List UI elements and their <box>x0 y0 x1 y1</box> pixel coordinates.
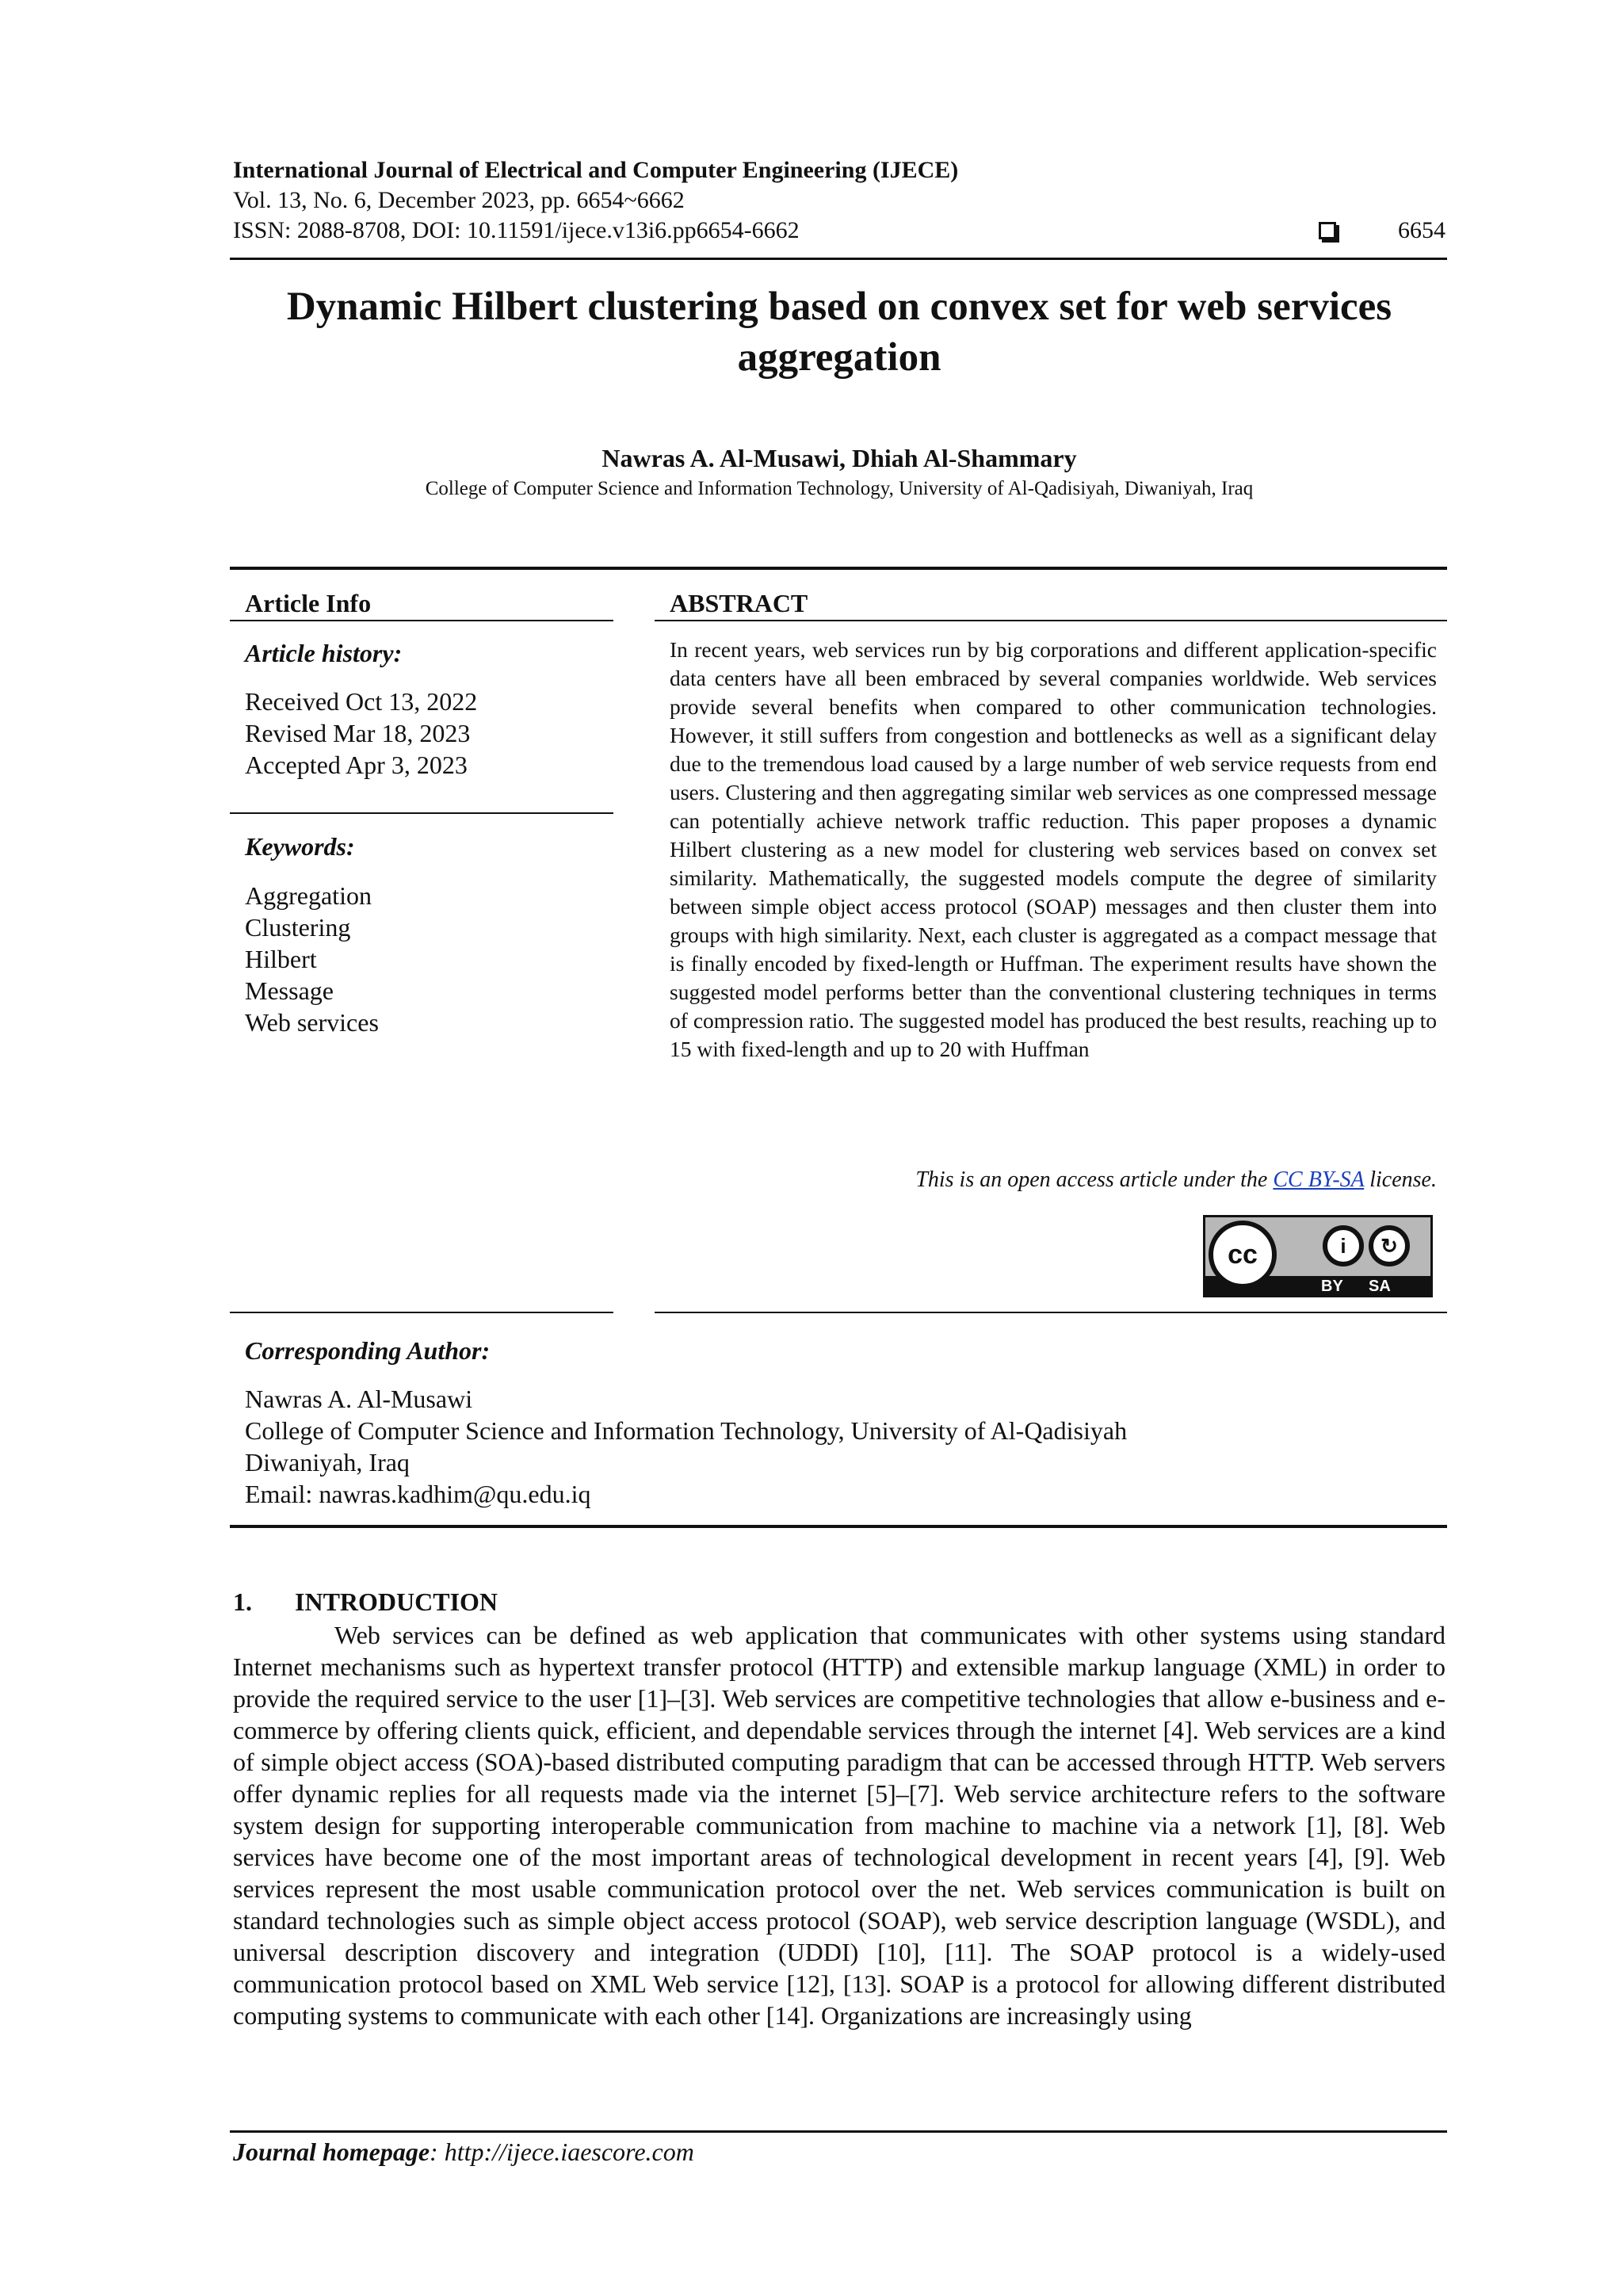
article-info-rule <box>230 620 613 621</box>
footer-divider <box>230 2130 1447 2133</box>
corresponding-details <box>245 1383 1127 1510</box>
header-divider <box>230 258 1447 260</box>
article-info-heading: Article Info <box>245 589 372 617</box>
homepage-label: Journal homepage <box>233 2137 430 2166</box>
paper-title: Dynamic Hilbert clustering based on convex set for web services aggregation <box>286 285 1392 380</box>
license-suffix: license. <box>1364 1167 1437 1192</box>
issn-doi: ISSN: 2088-8708, DOI: 10.11591/ijece.v13i6.pp6654-6662 <box>233 217 800 243</box>
intro-paragraph: Web services can be defined as web application that communicates with other systems using standard Internet mechanisms such as hypertext transfer protocol (HTTP) and extensible markup language (XML) in order to provide the required service to the user [1]–[3]. Web services are competitive technologies that allow e-business and e-commerce by offering clients quick, efficient, and dependable services through the internet [4]. Web services are a kind of simple object access (SOA)-based distributed computing paradigm that can be accessed through HTTP. Web servers offer dynamic replies for all requests made via the internet [5]–[7]. Web service architecture refers to the software system design for supporting interoperable communication from machine to machine via a network [1], [8]. Web services have become one of the most important areas of technological development in recent years [4], [9]. Web services represent the most usable communication protocol over the net. Web services communication is built on standard technologies such as simple object access protocol (SOAP), web service description language (WSDL), and universal description discovery and integration (UDDI) [10], [11]. The SOAP protocol is a widely-used communication protocol based on XML Web service [12], [13]. SOAP is a protocol for allowing different distributed computing systems to communicate with each other [14]. Organizations are increasingly using <box>233 1621 1445 2030</box>
journal-name: International Journal of Electrical and Computer Engineering (IJECE) <box>233 157 959 183</box>
keywords-heading: Keywords: <box>245 832 355 861</box>
accepted-date: Accepted Apr 3, 2023 <box>245 751 468 779</box>
authors: Nawras A. Al-Musawi, Dhiah Al-Shammary <box>601 444 1077 472</box>
section-title: INTRODUCTION <box>295 1587 498 1616</box>
attribution-icon: i <box>1323 1225 1364 1266</box>
license-link[interactable]: CC BY-SA <box>1273 1167 1365 1192</box>
keyword-item: Web services <box>245 1008 379 1037</box>
info-top-rule <box>230 567 1447 570</box>
corresponding-name: Nawras A. Al-Musawi <box>245 1385 473 1413</box>
corresponding-location: Diwaniyah, Iraq <box>245 1448 410 1477</box>
received-date: Received Oct 13, 2022 <box>245 687 478 716</box>
info-bottom-rule-right <box>655 1312 1447 1313</box>
abstract-text: In recent years, web services run by big corporations and different application-specific data centers have all been embraced by several companies worldwide. Web services provide several benefits when compared to other communication technologies. However, it still suffers from congestion and bottlenecks as well as a significant delay due to the tremendous load caused by a large number of web service requests from end users. Clustering and then aggregating similar web services as one compressed message can potentially achieve network traffic reduction. This paper proposes a dynamic Hilbert clustering as a new model for clustering web services based on convex set similarity. Mathematically, the suggested models compute the degree of similarity between simple object access protocol (SOAP) messages and then cluster them into groups with high similarity. Next, each cluster is aggregated as a compact message that is finally encoded by fixed-length or Huffman. The experiment results have shown the suggested model performs better than the conventional clustering techniques in terms of compression ratio. The suggested model has produced the best results, reaching up to 15 with fixed-length and up to 20 with Huffman <box>670 637 1437 1061</box>
abstract-rule <box>655 620 1447 621</box>
article-history-heading: Article history: <box>245 639 403 667</box>
running-header <box>233 155 1445 246</box>
homepage-url[interactable]: : http://ijece.iaescore.com <box>430 2137 694 2166</box>
revised-date: Revised Mar 18, 2023 <box>245 719 471 747</box>
info-bottom-rule-left <box>230 1312 613 1313</box>
abstract-heading: ABSTRACT <box>670 589 808 617</box>
history-divider <box>230 812 613 814</box>
cc-icon: cc <box>1209 1221 1277 1289</box>
ballot-box-icon <box>1319 222 1336 239</box>
cc-by-sa-badge[interactable] <box>1203 1215 1433 1297</box>
keywords-list <box>245 880 379 1038</box>
affiliation: College of Computer Science and Information Technology, University of Al-Qadisiyah, Diwaniyah, Iraq <box>425 478 1254 499</box>
journal-homepage <box>233 2137 694 2167</box>
badge-sa-label: SA <box>1369 1278 1391 1295</box>
article-history <box>245 686 477 781</box>
section-heading <box>233 1587 498 1617</box>
share-alike-icon: ↻ <box>1369 1225 1410 1266</box>
page-number: 6654 <box>1398 217 1445 243</box>
section-number: 1. <box>233 1587 252 1616</box>
corresponding-affiliation: College of Computer Science and Information Technology, University of Al-Qadisiyah <box>245 1416 1128 1445</box>
badge-by-label: BY <box>1321 1278 1343 1295</box>
keyword-item: Message <box>245 976 334 1005</box>
corresponding-email: Email: nawras.kadhim@qu.edu.iq <box>245 1480 591 1508</box>
info-end-rule <box>230 1525 1447 1528</box>
keyword-item: Clustering <box>245 913 351 942</box>
corresponding-heading: Corresponding Author: <box>245 1336 491 1365</box>
license-line <box>670 1167 1437 1193</box>
volume-info: Vol. 13, No. 6, December 2023, pp. 6654~6662 <box>233 187 685 213</box>
keyword-item: Aggregation <box>245 881 372 910</box>
keyword-item: Hilbert <box>245 945 317 973</box>
license-prefix: This is an open access article under the <box>915 1167 1274 1192</box>
